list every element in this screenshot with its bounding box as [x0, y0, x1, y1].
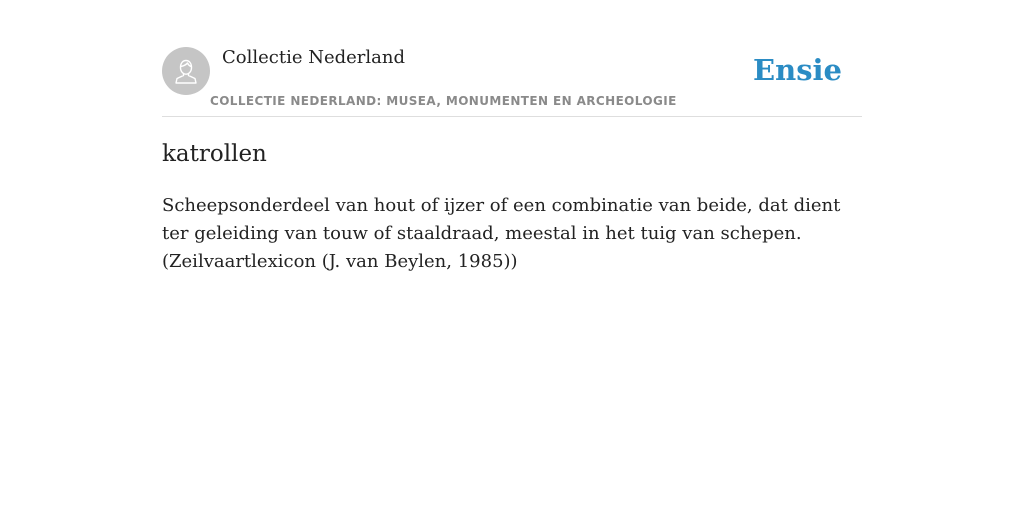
- user-icon: [171, 56, 201, 86]
- source-label[interactable]: COLLECTIE NEDERLAND: MUSEA, MONUMENTEN EN ARCHEOLOGIE: [210, 94, 677, 108]
- brand-logo[interactable]: Ensie: [753, 53, 842, 87]
- author-name[interactable]: Collectie Nederland: [222, 47, 406, 68]
- avatar[interactable]: [162, 47, 210, 95]
- definition-text: Scheepsonderdeel van hout of ijzer of een combinatie van beide, dat dient ter geleiding van touw of staaldraad, meestal in het tuig van schepen. (Zeilvaartlexicon (J. van Beylen, 1985)): [162, 195, 841, 272]
- header: [162, 42, 862, 117]
- term-title: katrollen: [162, 141, 267, 167]
